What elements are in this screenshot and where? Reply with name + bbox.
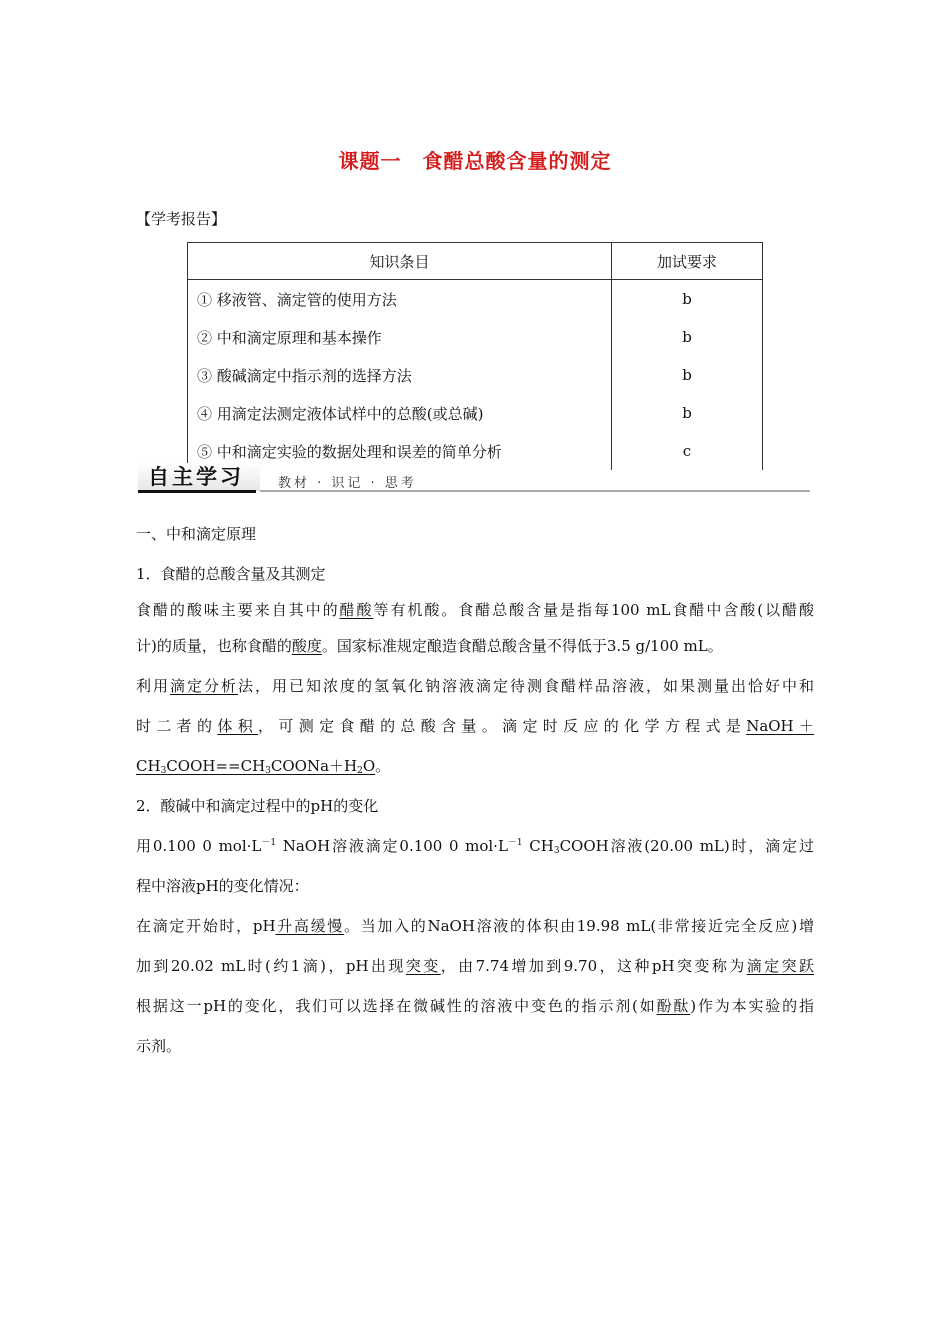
subsection-heading: 1．食醋的总酸含量及其测定 [136,565,326,583]
chemical-equation: $CH_3COOH==CH_3COONa+H_2O$ [136,757,376,776]
main-content [136,516,814,1064]
blank-answer: 升高缓慢 [275,917,344,935]
row-item: ② 中和滴定原理和基本操作 [188,318,612,356]
page-title: 课题一 食醋总酸含量的测定 [338,149,612,173]
row-level: b [612,318,763,356]
row-level: b [612,394,763,432]
section-banner [138,463,810,493]
paragraph: 加到20.02 mL时(约1滴)，pH出现突变，由7.74增加到9.70，这种pH突变称为滴定突跃 [136,957,814,975]
subsection-heading: 2．酸碱中和滴定过程中的pH的变化 [136,797,379,815]
row-item: ③ 酸碱滴定中指示剂的选择方法 [188,356,612,394]
paragraph: 在滴定开始时，pH升高缓慢。当加入的NaOH溶液的体积由19.98 mL(非常接近完全反应)增 [136,917,814,935]
blank-answer: 醋酸 [339,601,374,619]
paragraph: 计)的质量，也称食醋的酸度。国家标准规定酿造食醋总酸含量不得低于3.5 g/100 mL。 [136,637,723,655]
equation-line: $CH_3COOH==CH_3COONa+H_2O$。 [136,757,391,776]
blank-answer: 滴定突跃 [746,957,814,975]
paragraph: 程中溶液pH的变化情况： [136,877,309,895]
blank-answer: 体积 [217,717,259,735]
banner-subtitle: 教材 · 识记 · 思考 [278,476,417,491]
row-level: c [612,432,763,470]
paragraph: 根据这一pH的变化，我们可以选择在微碱性的溶液中变色的指示剂(如酚酞)作为本实验的指 [136,997,814,1015]
banner-title: 自主学习 [138,463,260,491]
table-row [188,356,763,394]
table-row [188,318,763,356]
requirements-table [187,242,763,470]
paragraph: 时二者的体积，可测定食醋的总酸含量。滴定时反应的化学方程式是NaOH＋ [136,717,814,735]
table-row [188,280,763,319]
blank-answer: NaOH＋ [746,717,814,735]
header-knowledge: 知识条目 [188,243,612,280]
paragraph: 利用滴定分析法，用已知浓度的氢氧化钠溶液滴定待测食醋样品溶液，如果测量出恰好中和 [136,677,814,695]
blank-answer: 酸度 [291,637,322,655]
row-level: b [612,280,763,319]
header-requirement: 加试要求 [612,243,763,280]
blank-answer: 突变 [405,957,441,975]
blank-answer: 酚酞 [656,997,691,1015]
report-heading: 【学考报告】 [136,210,227,228]
paragraph: 示剂。 [136,1037,182,1055]
table-header-row [188,243,763,280]
paragraph: 食醋的酸味主要来自其中的醋酸等有机酸。食醋总酸含量是指每100 mL食醋中含酸(以醋酸 [136,601,814,619]
section-heading: 一、中和滴定原理 [136,525,257,543]
row-item: ⑤ 中和滴定实验的数据处理和误差的简单分析 [188,432,612,470]
blank-answer: 滴定分析 [170,677,238,695]
table-row [188,394,763,432]
row-item: ④ 用滴定法测定液体试样中的总酸(或总碱) [188,394,612,432]
paragraph: 用0.100 0 $mol\cdot L^{-1}$ NaOH溶液滴定0.100 0 $mol\cdot L^{-1}$ $CH_3COOH$溶液(20.00 mL)时，滴定过 [136,837,814,856]
banner-underline [138,490,256,493]
row-level: b [612,356,763,394]
row-item: ① 移液管、滴定管的使用方法 [188,280,612,319]
